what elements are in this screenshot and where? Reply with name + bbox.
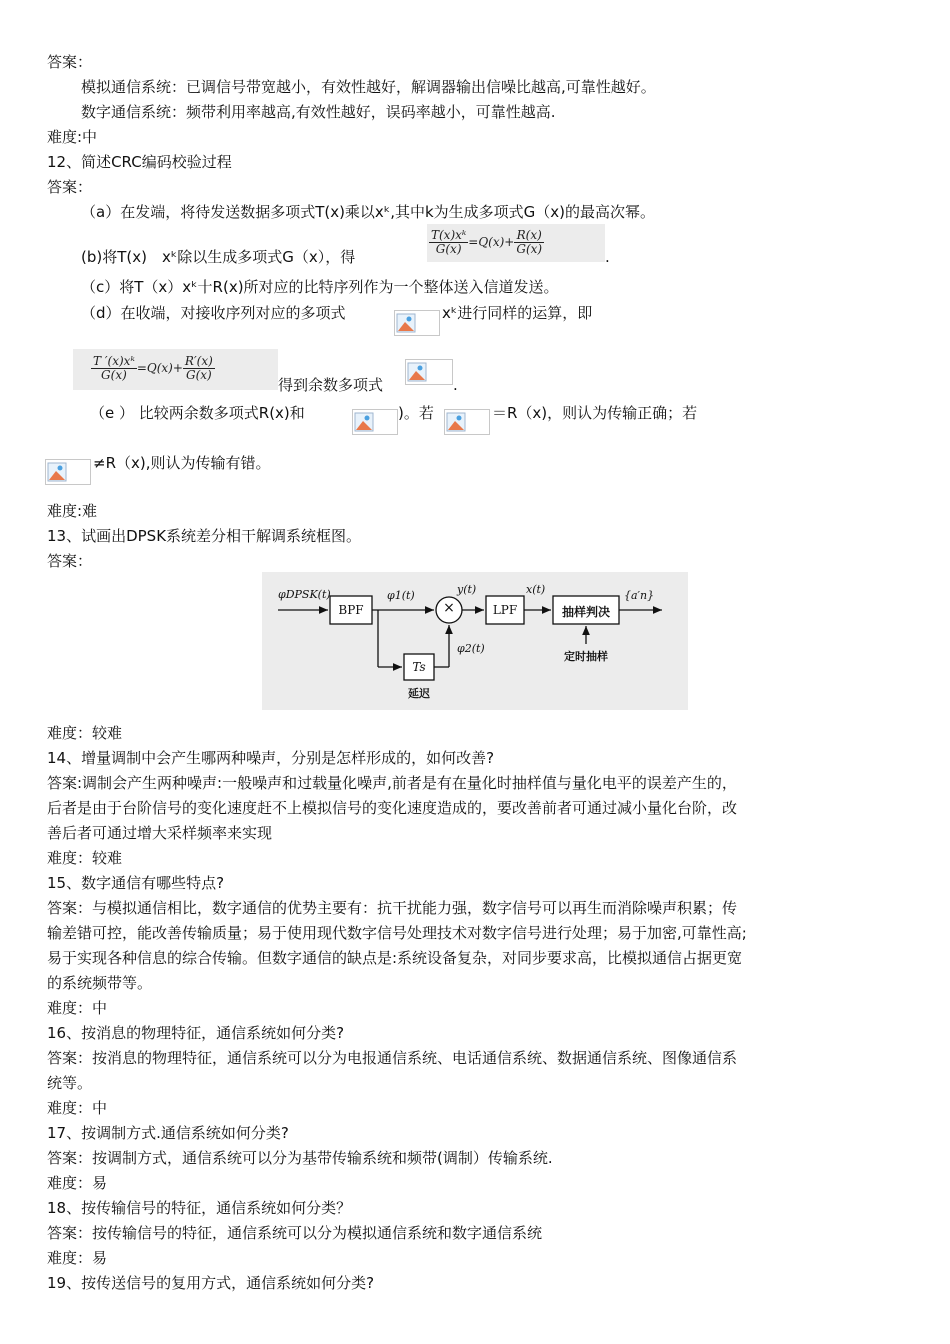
y-label: y(t) xyxy=(457,583,477,596)
question-14: 14、增量调制中会产生哪两种噪声，分别是怎样形成的，如何改善? xyxy=(47,749,495,767)
answer-label: 答案： xyxy=(47,552,93,570)
crc-step-e-cont: )。若 xyxy=(398,404,434,422)
phi2-label: φ2(t) xyxy=(457,642,485,655)
crc-step-c: （c）将T（x）xᵏ十R(x)所对应的比特序列作为一个整体送入信道发送。 xyxy=(81,278,559,296)
period: . xyxy=(605,248,610,266)
broken-image-icon xyxy=(45,459,91,485)
question-16: 16、按消息的物理特征，通信系统如何分类? xyxy=(47,1024,345,1042)
formula-numerator: R′(x) xyxy=(184,354,213,368)
answer-label: 答案： xyxy=(47,178,93,196)
answer-14-line-2: 后者是由于台阶信号的变化速度赶不上模拟信号的变化速度造成的，要改善前者可通过减小量化台阶，改 xyxy=(47,799,738,817)
crc-step-a: （a）在发端，将待发送数据多项式T(x)乘以xᵏ,其中k为生成多项式G（x)的最高次幂。 xyxy=(81,203,656,221)
answer-17: 答案：按调制方式，通信系统可以分为基带传输系统和频带(调制）传输系统. xyxy=(47,1149,553,1167)
question-18: 18、按传输信号的特征，通信系统如何分类？ xyxy=(47,1199,352,1217)
answer-15-line-1: 答案：与模拟通信相比，数字通信的优势主要有：抗干扰能力强，数字信号可以再生而消除噪声积累；传 xyxy=(47,899,738,917)
question-15: 15、数字通信有哪些特点? xyxy=(47,874,225,892)
difficulty-label: 难度：中 xyxy=(47,1099,108,1117)
phi1-label: φ1(t) xyxy=(387,589,415,602)
output-label: {a′n} xyxy=(624,589,655,602)
formula-middle: =Q(x)+ xyxy=(468,235,515,249)
answer-15-line-2: 输差错可控，能改善传输质量；易于使用现代数字信号处理技术对数字信号进行处理；易于加密,可靠性高; xyxy=(47,924,747,942)
remainder-text: 得到余数多项式 xyxy=(278,376,384,394)
crc-step-e-error: ≠R（x),则认为传输有错。 xyxy=(93,454,271,472)
difficulty-label: 难度:中 xyxy=(47,128,98,146)
period: . xyxy=(453,376,458,394)
timing-label: 定时抽样 xyxy=(564,650,608,663)
difficulty-label: 难度：中 xyxy=(47,999,108,1017)
crc-step-d-cont: xᵏ进行同样的运算，即 xyxy=(442,304,593,322)
answer-16-line-1: 答案：按消息的物理特征，通信系统可以分为电报通信系统、电话通信系统、数据通信系统、图像通信系 xyxy=(47,1049,738,1067)
difficulty-label: 难度:难 xyxy=(47,502,98,520)
delay-block: Ts xyxy=(412,660,426,674)
difficulty-label: 难度：较难 xyxy=(47,849,123,867)
formula-numerator: T ′(x)xᵏ xyxy=(93,354,135,368)
question-19: 19、按传送信号的复用方式，通信系统如何分类? xyxy=(47,1274,375,1292)
analog-system-text: 模拟通信系统：已调信号带宽越小，有效性越好，解调器输出信噪比越高,可靠性越好。 xyxy=(81,78,656,96)
answer-15-line-4: 的系统频带等。 xyxy=(47,974,153,992)
broken-image-icon xyxy=(394,310,440,336)
difficulty-label: 难度：易 xyxy=(47,1249,108,1267)
decision-block: 抽样判决 xyxy=(561,605,610,619)
digital-system-text: 数字通信系统：频带利用率越高,有效性越好，误码率越小，可靠性越高. xyxy=(81,103,556,121)
answer-14-line-3: 善后者可通过增大采样频率来实现 xyxy=(47,824,273,842)
formula-numerator: R(x) xyxy=(514,229,544,243)
broken-image-icon xyxy=(405,359,453,385)
crc-step-e: （e ） 比较两余数多项式R(x)和 xyxy=(90,404,305,422)
lpf-block: LPF xyxy=(492,603,518,617)
bpf-block: BPF xyxy=(338,603,364,617)
formula-denominator: G(x) xyxy=(101,368,127,382)
difficulty-label: 难度：较难 xyxy=(47,724,123,742)
crc-step-d: （d）在收端，对接收序列对应的多项式 xyxy=(81,304,346,322)
formula-denominator: G(x) xyxy=(516,242,543,256)
formula-denominator: G(x) xyxy=(185,368,212,382)
broken-image-icon xyxy=(352,409,398,435)
formula-numerator: T(x)xᵏ xyxy=(431,228,467,242)
answer-18: 答案：按传输信号的特征，通信系统可以分为模拟通信系统和数字通信系统 xyxy=(47,1224,543,1242)
multiplier-symbol: × xyxy=(443,600,455,616)
formula-denominator: G(x) xyxy=(435,242,462,256)
crc-step-e-cont: ＝R（x)，则认为传输正确；若 xyxy=(492,404,698,422)
crc-step-b: (b)将T(x) xᵏ除以生成多项式G（x），得 xyxy=(81,248,356,266)
answer-14-line-1: 答案:调制会产生两种噪声:一般噪声和过载量化噪声,前者是有在量化时抽样值与量化电平的误差产生的， xyxy=(47,774,737,792)
delay-caption: 延迟 xyxy=(408,687,430,700)
input-signal-label: φDPSK(t) xyxy=(278,588,331,601)
answer-16-line-2: 统等。 xyxy=(47,1074,93,1092)
x-label: x(t) xyxy=(526,583,546,596)
crc-formula-2 xyxy=(73,349,278,390)
difficulty-label: 难度：易 xyxy=(47,1174,108,1192)
question-17: 17、按调制方式.通信系统如何分类? xyxy=(47,1124,289,1142)
answer-label: 答案： xyxy=(47,53,93,71)
broken-image-icon xyxy=(444,409,490,435)
formula-middle: =Q(x)+ xyxy=(136,361,183,375)
answer-15-line-3: 易于实现各种信息的综合传输。但数字通信的缺点是:系统设备复杂，对同步要求高，比模拟通信占据更宽 xyxy=(47,949,743,967)
question-12: 12、简述CRC编码校验过程 xyxy=(47,153,232,171)
question-13: 13、试画出DPSK系统差分相干解调系统框图。 xyxy=(47,527,362,545)
dpsk-block-diagram xyxy=(262,572,688,710)
crc-formula-1 xyxy=(427,224,605,262)
